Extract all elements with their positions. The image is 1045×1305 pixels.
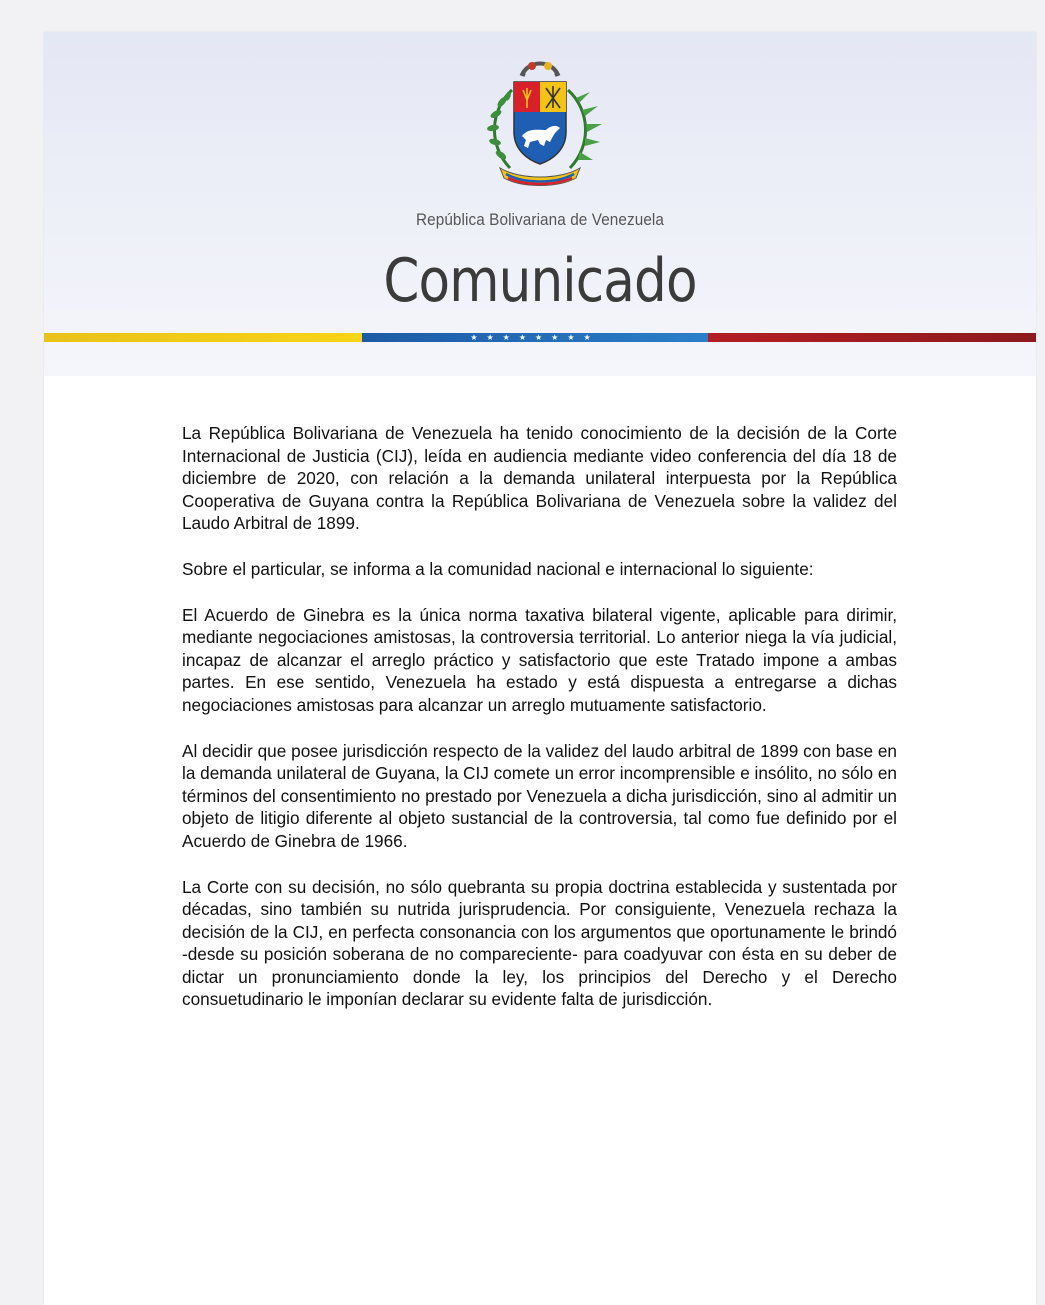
paragraph-1: La República Bolivariana de Venezuela ha tenido conocimiento de la decisión de la Corte Internacional de Justicia (CIJ), leída en audiencia mediante video conferencia del día 18 de diciembre de 2020, con relación a la demanda unilateral interpuesta por la República Cooperativa de Guyana contra la República Bolivariana de Venezuela sobre la validez del Laudo Arbitral de 1899. <box>182 423 897 534</box>
issuing-government: República Bolivariana de Venezuela <box>415 210 665 229</box>
flag-stripe-red <box>708 333 1036 342</box>
stars-icon: ★★★★★★★★ <box>470 333 600 342</box>
document-page <box>44 32 1036 1305</box>
communique-body <box>182 422 897 1034</box>
paragraph-4: Al decidir que posee jurisdicción respecto de la validez del laudo arbitral de 1899 con base en la demanda unilateral de Guyana, la CIJ comete un error incomprensible e insólito, no sólo en términos del consentimiento no prestado por Venezuela a dicha jurisdicción, sino al admitir un objeto de litigio diferente al objeto sustancial de la controversia, tal como fue definido por el Acuerdo de Ginebra de 1966. <box>182 740 897 851</box>
flag-stripe-yellow <box>44 333 362 342</box>
flag-stripe-blue <box>362 333 708 342</box>
paragraph-3: El Acuerdo de Ginebra es la única norma taxativa bilateral vigente, aplicable para dirimir, mediante negociaciones amistosas, la controversia territorial. Lo anterior niega la vía judicial, incapaz de alcanzar el arreglo práctico y satisfactorio que este Tratado impone a ambas partes. En ese sentido, Venezuela ha estado y está dispuesta a entregarse a dichas negociaciones amistosas para alcanzar un arreglo mutuamente satisfactorio. <box>182 604 897 715</box>
document-title: Comunicado <box>383 246 697 316</box>
flag-stripe <box>44 333 1036 342</box>
venezuela-coat-of-arms-icon <box>472 50 608 190</box>
paragraph-2: Sobre el particular, se informa a la comunidad nacional e internacional lo siguiente: <box>182 558 814 579</box>
paragraph-5: La Corte con su decisión, no sólo quebranta su propia doctrina establecida y sustentada por décadas, sino también su nutrida jurisprudencia. Por consiguiente, Venezuela rechaza la decisión de la CIJ, en perfecta consonancia con los argumentos que oportunamente le brindó -desde su posición soberana de no compareciente- para coadyuvar con ésta en su deber de dictar un pronunciamiento donde la ley, los principios del Derecho y el Derecho consuetudinario le imponían declarar su evidente falta de jurisdicción. <box>182 876 897 1010</box>
letterhead <box>44 32 1036 376</box>
